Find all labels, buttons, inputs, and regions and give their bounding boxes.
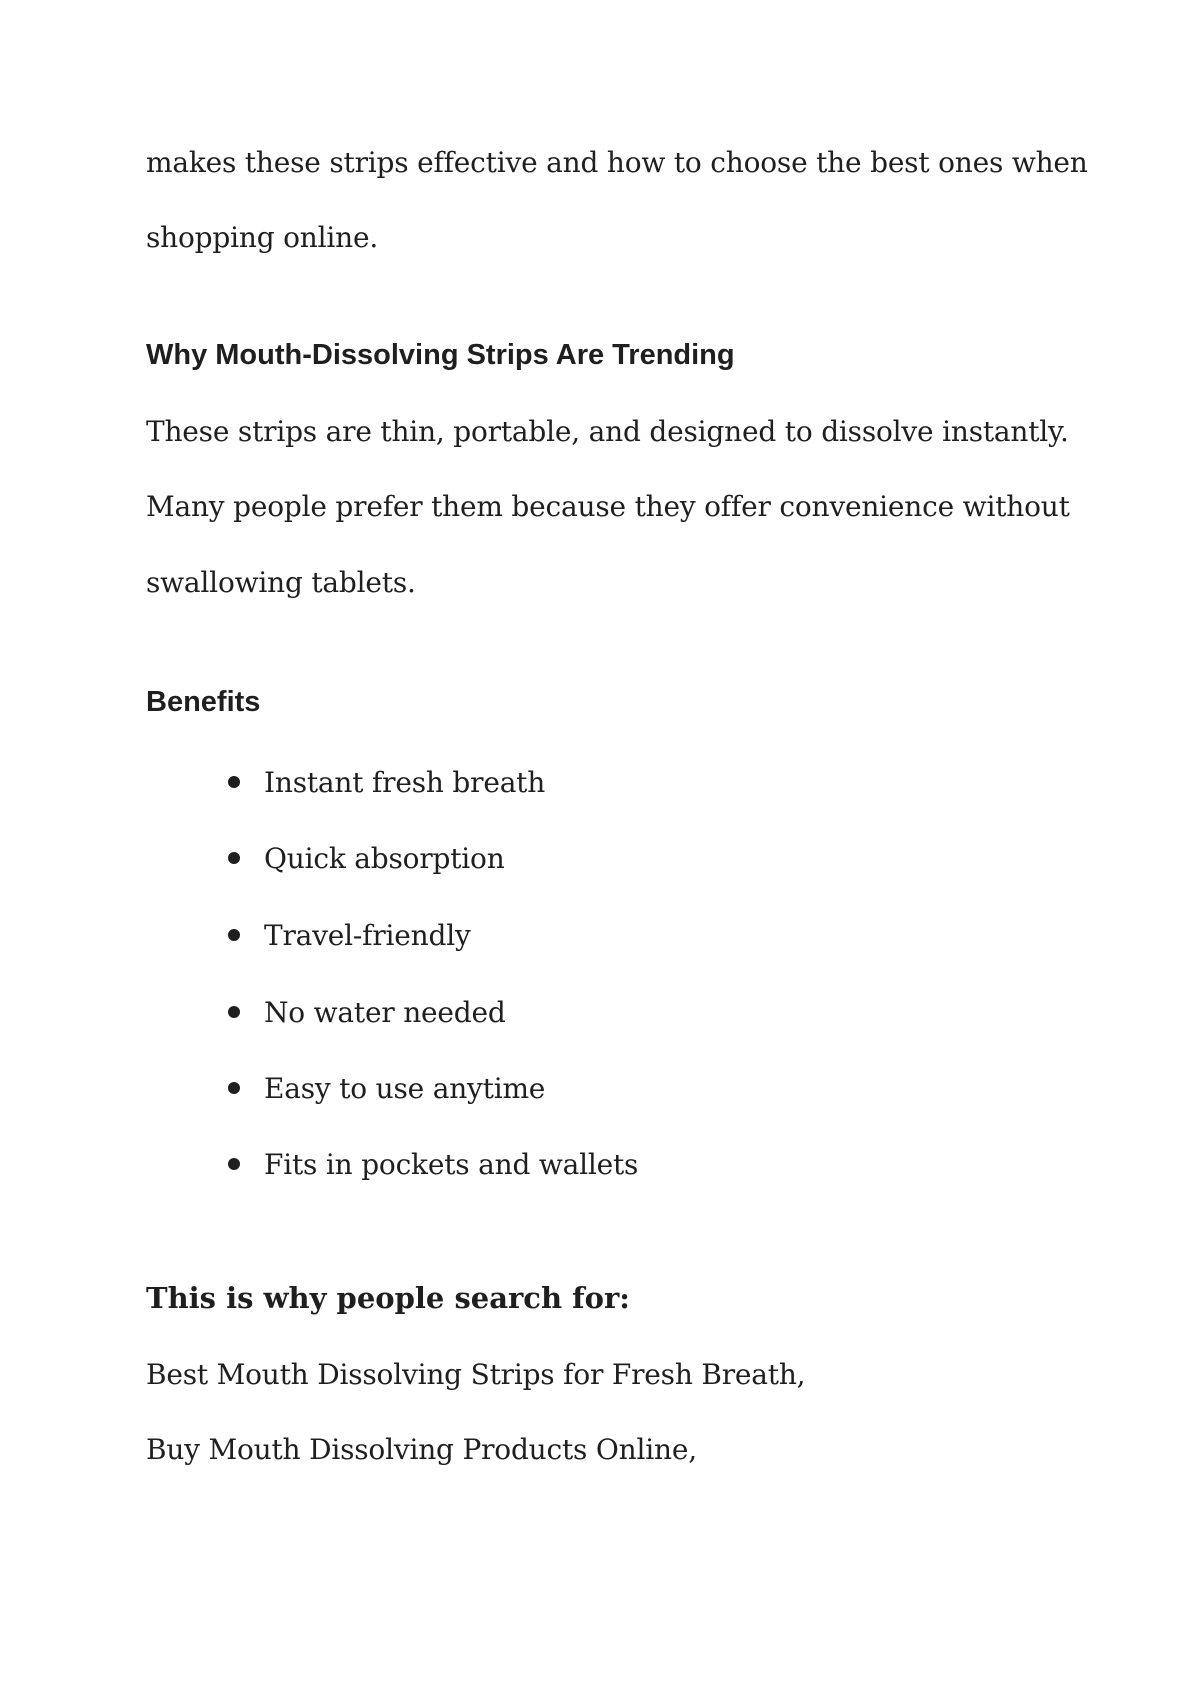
list-item-text: Fits in pockets and wallets [264, 1147, 639, 1181]
bullet-icon [228, 1082, 240, 1094]
list-item [228, 838, 505, 878]
bullet-icon [228, 1158, 240, 1170]
bullet-icon [228, 776, 240, 788]
bullet-icon [228, 1006, 240, 1018]
search-line-1: Best Mouth Dissolving Strips for Fresh Breath, [146, 1358, 806, 1391]
trending-line-3: swallowing tablets. [146, 566, 416, 599]
list-item [228, 762, 545, 802]
heading-trending: Why Mouth-Dissolving Strips Are Trending [146, 339, 735, 371]
list-item [228, 992, 506, 1032]
list-item-text: Quick absorption [264, 841, 505, 875]
search-line-2: Buy Mouth Dissolving Products Online, [146, 1433, 697, 1466]
list-item [228, 1144, 638, 1184]
intro-line-1: makes these strips effective and how to choose the best ones when [146, 146, 1088, 179]
intro-line-2: shopping online. [146, 221, 379, 254]
bullet-icon [228, 852, 240, 864]
heading-benefits: Benefits [146, 686, 261, 718]
list-item [228, 915, 471, 955]
list-item-text: Travel-friendly [264, 918, 471, 952]
bullet-icon [228, 929, 240, 941]
list-item [228, 1068, 545, 1108]
list-item-text: No water needed [264, 995, 506, 1029]
trending-line-2: Many people prefer them because they offer convenience without [146, 490, 1070, 523]
trending-line-1: These strips are thin, portable, and designed to dissolve instantly. [146, 415, 1069, 448]
list-item-text: Instant fresh breath [264, 765, 546, 799]
list-item-text: Easy to use anytime [264, 1071, 546, 1105]
heading-search: This is why people search for: [146, 1281, 630, 1315]
